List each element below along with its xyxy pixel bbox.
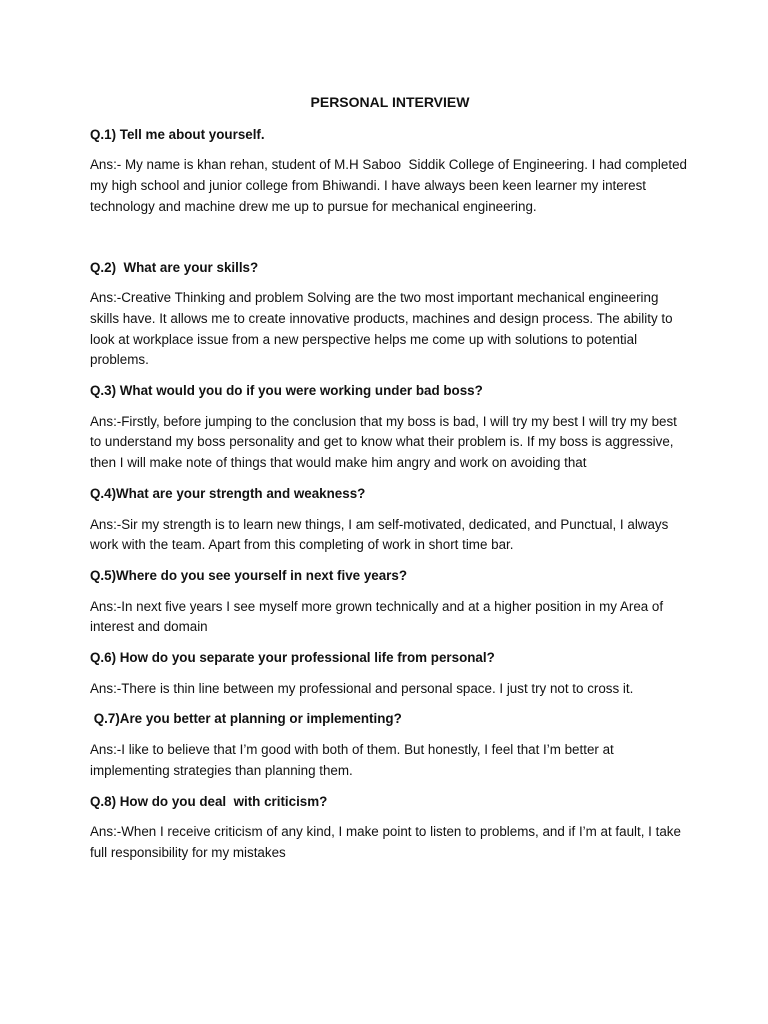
question-4: Q.4)What are your strength and weakness? (90, 485, 366, 501)
answer-5: Ans:-In next five years I see myself more grown technically and at a higher position in my Area of interest and domain (90, 598, 667, 635)
answer-8: Ans:-When I receive criticism of any kind, I make point to listen to problems, and if I’m at fault, I take full responsibility for my mistakes (90, 824, 685, 860)
question-3: Q.3) What would you do if you were working under bad boss? (90, 383, 483, 399)
answer-3: Ans:-Firstly, before jumping to the conclusion that my boss is bad, I will try my best I will try my best to understand my boss personality and get to know what their problem is. If my boss is aggressive, then I will make note of things that would make him angry and work on avoiding that (90, 413, 681, 471)
question-6: Q.6) How do you separate your professional life from personal? (90, 650, 495, 666)
question-5: Q.5)Where do you see yourself in next five years? (90, 567, 408, 583)
answer-7: Ans:-I like to believe that I’m good with both of them. But honestly, I feel that I’m better at implementing strategies than planning them. (90, 742, 618, 778)
question-8: Q.8) How do you deal with criticism? (90, 793, 328, 809)
document-page (90, 92, 690, 874)
answer-2: Ans:-Creative Thinking and problem Solving are the two most important mechanical engineering skills have. It allows me to create innovative products, machines and design process. The ability to look at workplace issue from a new perspective helps me come up with solutions to potential problems. (90, 290, 677, 368)
answer-1: Ans:- My name is khan rehan, student of M.H Saboo Siddik College of Engineering. I had completed my high school and junior college from Bhiwandi. I have always been keen learner my interest technology and machine drew me up to pursue for mechanical engineering. (90, 157, 691, 214)
answer-6: Ans:-There is thin line between my professional and personal space. I just try not to cross it. (90, 680, 634, 696)
question-7: Q.7)Are you better at planning or implementing? (90, 711, 402, 727)
answer-4: Ans:-Sir my strength is to learn new things, I am self-motivated, dedicated, and Punctual, I always work with the team. Apart from this completing of work in short time bar. (90, 516, 673, 553)
question-2: Q.2) What are your skills? (90, 259, 259, 275)
document-title: PERSONAL INTERVIEW (310, 94, 470, 110)
question-1: Q.1) Tell me about yourself. (90, 126, 265, 142)
